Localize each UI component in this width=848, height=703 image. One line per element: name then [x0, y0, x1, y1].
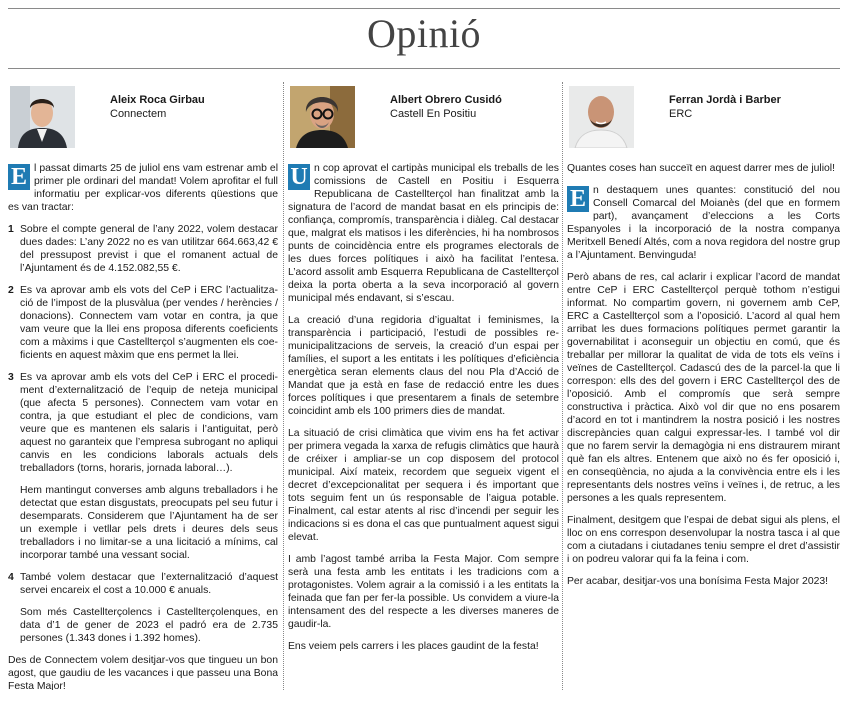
author-party: Castell En Positiu: [390, 108, 477, 120]
article-body: [288, 162, 559, 653]
author-photo: [10, 86, 75, 148]
intro-paragraph: E l passat dimarts 25 de juliol ens vam estrenar amb el primer ple ordinari del mandat! Volem aprofitar el full informatiu per explicar-vos diferents qüestions que es van tractar:: [8, 163, 278, 213]
author-header: [567, 80, 840, 152]
list-item: 4 També volem destacar que l’externalització d’aquest servei encareix el cost a 10.000 € anuals.: [8, 572, 278, 596]
author-photo: [569, 86, 634, 148]
paragraph: I amb l’agost també arriba la Festa Major. Com sempre serà una festa amb les entitats i les tradicions com a protagonistes. Volem agrair a la comissió i a les entitats la feinada que fan per fer-la possible. Us convidem a viure-la intensament des del respecte a les diverses maneres de gaudir-la.: [288, 554, 559, 630]
top-rule: [8, 8, 840, 9]
page-title: Opinió: [366, 11, 482, 56]
portrait-man-glasses-icon: [290, 86, 355, 148]
closing-paragraph: Des de Connectem volem desitjar-vos que tingueu un bon agost, que gaudiu de les vacances i que passeu una Bona Festa Major!: [8, 655, 278, 690]
author-header: [288, 80, 559, 152]
author-name: Aleix Roca Girbau: [110, 94, 205, 106]
article-body: [8, 162, 278, 690]
author-name: Ferran Jordà i Barber: [669, 94, 781, 106]
author-header: [8, 80, 278, 152]
article-body: [567, 162, 840, 588]
paragraph: La creació d’una regidoria d’igualtat i feminismes, la transparència i participació, l’estudi de possibles re-municipalitzacions de serveis, la creació d’un espai per famílies, el suport a les entitats i les polítiques d’eficiència energètica seran elements claus del nou Pla d’Acció de Mandat que ja està en fase de redacció entre les dues forces polítiques i que presentarem a finals de setembre coincidint amb els 100 primers dies de mandat.: [288, 315, 559, 417]
paragraph: Som més Castellterçolencs i Castellterçolenques, en data d’1 de gener de 2023 el padró era de 2.735 persones (1.343 dones i 1.392 homes).: [20, 607, 278, 644]
drop-cap: E: [567, 186, 589, 212]
list-item: 2 Es va aprovar amb els vots del CeP i ERC l’actualització de l’impost de la plusvàlua (per vendes / herències / donacions). Connectem vam votar en contra, ja que vam veure que la llei ens proposa diferents coeficients com a màxims i que Castellterçol s’augmenten els coeficients en aquest màxim que ens permet la llei.: [8, 285, 278, 361]
author-party: ERC: [669, 108, 693, 120]
author-party: Connectem: [110, 108, 167, 120]
paragraph: Finalment, desitgem que l’espai de debat sigui als plens, el lloc on ens correspon desenvolupar la nostra tasca i al que com a ciutadans i ciutadanes teniu sempre el dret d’assistir i on podreu valorar qui fa la feina i com.: [567, 515, 840, 565]
author-name: Albert Obrero Cusidó: [390, 94, 502, 106]
list-item: 1 Sobre el compte general de l’any 2022, volem destacar dues dades: L’any 2022 no es van utilitzar 664.663,42 € del pressupost previst i que el romanent actual de l’Ajuntament és de 4.152.082,55 €.: [8, 224, 278, 274]
column-divider: [562, 82, 563, 690]
portrait-man-suit-icon: [10, 86, 75, 148]
opinion-column-castell-en-positiu: [288, 80, 559, 690]
column-divider: [283, 82, 284, 690]
paragraph: E n destaquem unes quantes: constitució del nou Consell Comarcal del Moianès (del que en formem part), avançament d’eleccions a les Corts Espanyoles i la incorporació de la nostra companya Meritxell Benedí Altés, com a nova regidora del nostre grup a l’Ajuntament. Benvinguda!: [567, 185, 840, 261]
list-item: 3 Es va aprovar amb els vots del CeP i ERC el procediment d’externalització de l’equip de neteja municipal (que afecta 5 persones). Connectem vam votar en contra, ja que estudiant el plec de condicions, vam veure que es mantenen els salaris i l’antiguitat, però aquest no garanteix que l’empresa subrogant no apliqui canvis en les condicions laborals actuals dels treballadors (torns, horaris, jornada laboral…).: [8, 372, 278, 474]
paragraph: Hem mantingut converses amb alguns treballadors i he detectat que estan disgustats, preocupats pel seu futur i desemparats. Considerem que l’Ajuntament ha de ser un exemple i vetllar pels drets i deures dels seus treballadors i no limitar-se a una licitació a mínims, cal incorporar també una vessant social.: [20, 485, 278, 561]
drop-cap: U: [288, 164, 310, 190]
paragraph: Per acabar, desitjar-vos una bonísima Festa Major 2023!: [567, 576, 829, 587]
paragraph: Ens veiem pels carrers i les places gaudint de la festa!: [288, 641, 539, 652]
opinion-column-connectem: [8, 80, 278, 690]
paragraph: U n cop aprovat el cartipàs municipal els treballs de les comissions de Castell en Positiu i Esquerra Republicana de Castellterçol han finalitzat amb la signatura de l’acord de mandat basat en els principis de: confiança, compromís, transparència i diàleg. Cal destacar que, malgrat els matisos i les diferències, hi ha nombrosos punts de coincidència entre els programes electorals de les dues forces polítiques i això ha facilitat l’entesa. L’acord assolit amb Esquerra Republicana de Castellterçol deixa la porta oberta a la seva incorporació al govern municipal més endavant, si s’escau.: [288, 163, 559, 304]
paragraph: La situació de crisi climàtica que vivim ens ha fet activar per primera vegada la xarxa de refugis climàtics que haurà de créixer i ampliar-se un cop disposem del protocol municipal. Així mateix, recordem que segueix vigent el decret d’excepcionalitat per sequera i és important que tots seguim fent un ús responsable de l’aigua potable. Finalment, cal estar atents al risc d’incendi per seguir les indicacions si es dona el cas que puntualment aquest sigui elevat.: [288, 428, 559, 543]
opinion-column-erc: [567, 80, 840, 690]
portrait-bald-man-icon: [569, 86, 634, 148]
paragraph: Però abans de res, cal aclarir i explicar l’acord de mandat entre CeP i ERC Castellterçol perquè tothom n’estigui informat. No compartim govern, ni governem amb CeP, ERC a Castellterçol som a l’oposició. L’acord al qual hem arribat les dues formacions polítiques permet garantir la governabilitat i aconseguir un objectiu en comú, que és treballar per millorar la qualitat de vida de tots els veïns i veïnes de Castellterçol. Cadascú des de la parcel·la que li correspon: ells des del govern i ERC Castellterçol des de l’oposició. Amb el compromís que serà sempre constructiva i pràctica. Això vol dir que no ens posarem d’acord en tot i mantindrem la nostra posició i les nostres discrepàncies quan calgui expressar-les. I també vol dir que no farem servir la demagògia ni ens distraurem mirant què fan els altres. Entenem que això no és fer oposició i, en conseqüència, no ajuda a la convivència entre els i les representants dels nostres veïns i veïnes i, de retruc, a les persones a les quals representem.: [567, 272, 840, 504]
title-rule: [8, 68, 840, 69]
drop-cap: E: [8, 164, 30, 190]
intro-paragraph: Quantes coses han succeït en aquest darrer mes de juliol!: [567, 163, 835, 174]
author-photo: [290, 86, 355, 148]
